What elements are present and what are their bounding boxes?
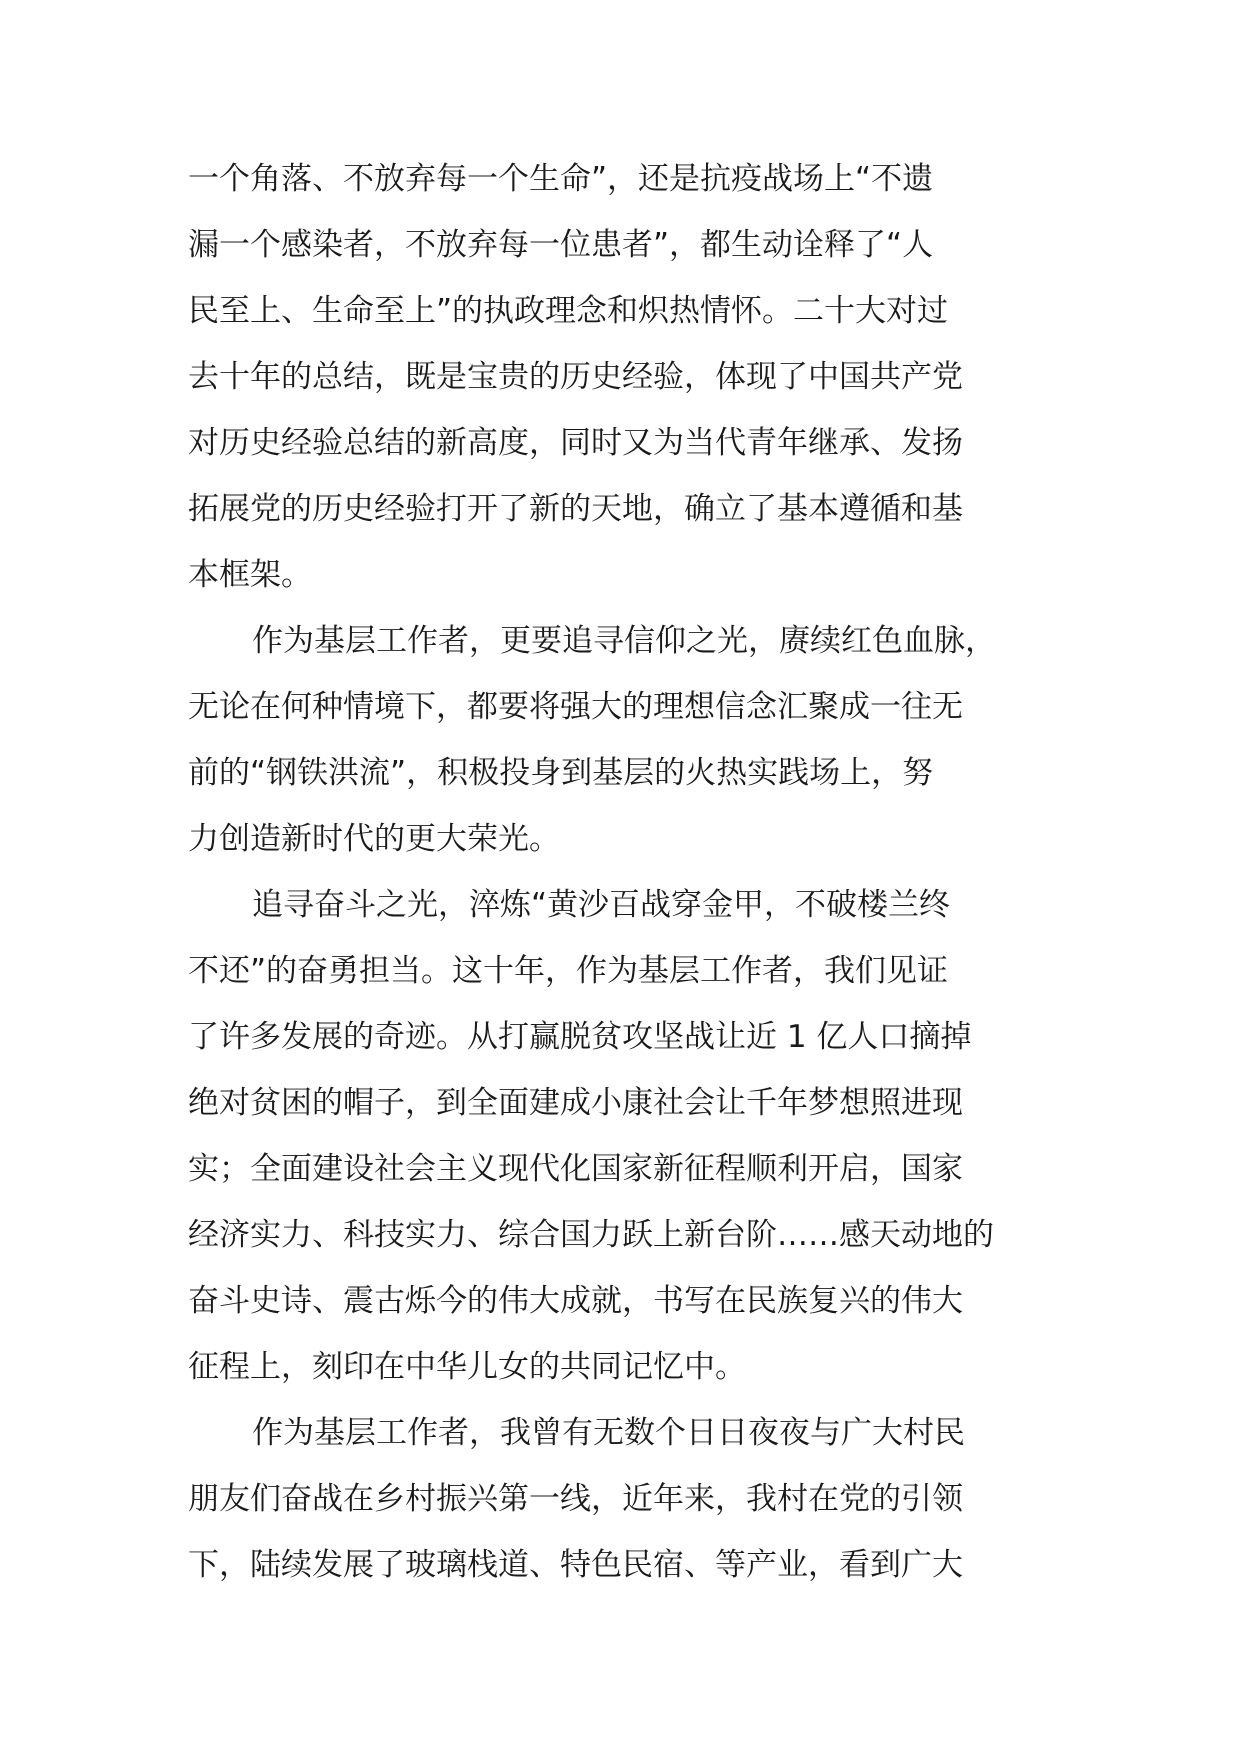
text-line: 拓展党的历史经验打开了新的天地，确立了基本遵循和基 (188, 491, 963, 527)
text-line: 去十年的总结，既是宝贵的历史经验，体现了中国共产党 (188, 359, 963, 395)
text-line: 一个角落、不放弃每一个生命”，还是抗疫战场上“不遗 (188, 161, 934, 197)
text-line: 朋友们奋战在乡村振兴第一线，近年来，我村在党的引领 (188, 1481, 963, 1517)
text-line: 不还”的奋勇担当。这十年，作为基层工作者，我们见证 (188, 953, 949, 989)
document-body (188, 146, 1058, 1598)
paragraph-first-line: 追寻奋斗之光，淬炼“黄沙百战穿金甲，不破楼兰终 (252, 887, 951, 923)
text-line: 本框架。 (188, 557, 312, 593)
paragraph-first-line: 作为基层工作者，更要追寻信仰之光，赓续红色血脉， (252, 623, 996, 659)
text-line: 奋斗史诗、震古烁今的伟大成就，书写在民族复兴的伟大 (188, 1283, 963, 1319)
text-line: 下，陆续发展了玻璃栈道、特色民宿、等产业，看到广大 (188, 1547, 963, 1583)
text-line: 漏一个感染者，不放弃每一位患者”，都生动诠释了“人 (188, 227, 934, 263)
text-line: 征程上，刻印在中华儿女的共同记忆中。 (188, 1349, 746, 1385)
paragraph-first-line: 作为基层工作者，我曾有无数个日日夜夜与广大村民 (252, 1415, 965, 1451)
text-line: 民至上、生命至上”的执政理念和炽热情怀。二十大对过 (188, 293, 949, 329)
text-line: 实；全面建设社会主义现代化国家新征程顺利开启，国家 (188, 1151, 963, 1187)
text-line: 前的“钢铁洪流”，积极投身到基层的火热实践场上，努 (188, 755, 934, 791)
text-line: 经济实力、科技实力、综合国力跃上新台阶……感天动地的 (188, 1217, 994, 1253)
text-line: 对历史经验总结的新高度，同时又为当代青年继承、发扬 (188, 425, 963, 461)
text-line: 了许多发展的奇迹。从打赢脱贫攻坚战让近 1 亿人口摘掉 (188, 1019, 972, 1055)
text-line: 力创造新时代的更大荣光。 (188, 821, 560, 857)
text-line: 无论在何种情境下，都要将强大的理想信念汇聚成一往无 (188, 689, 963, 725)
text-line: 绝对贫困的帽子，到全面建成小康社会让千年梦想照进现 (188, 1085, 963, 1121)
